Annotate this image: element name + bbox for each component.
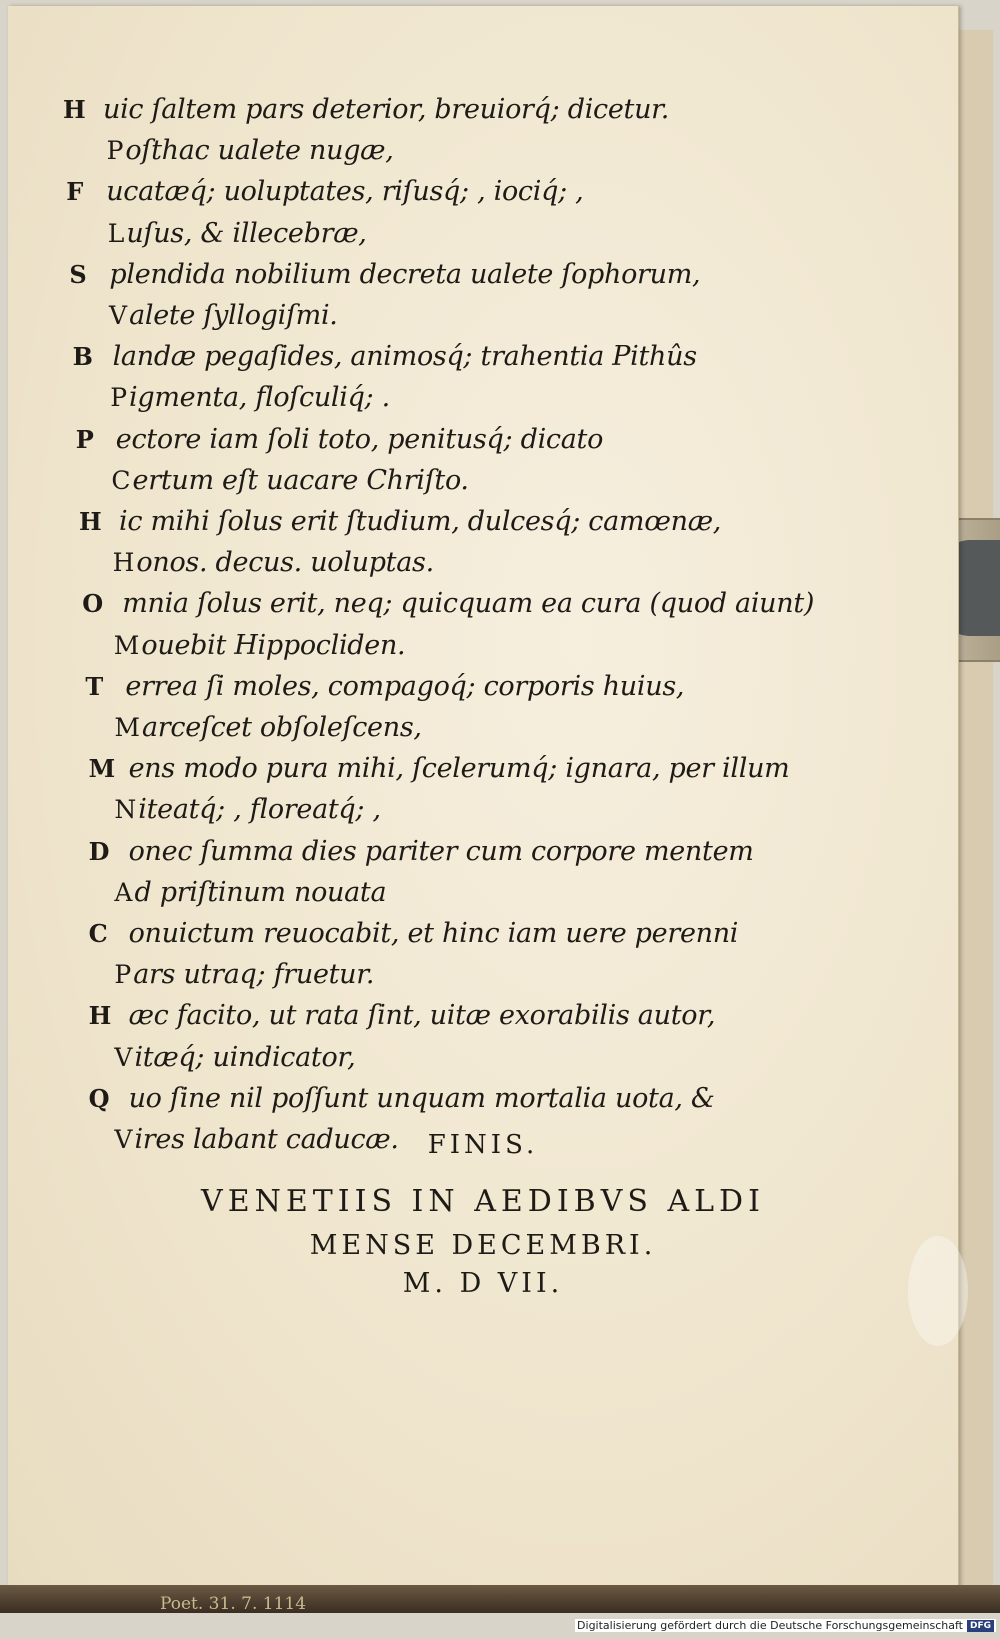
- verse-line: [89, 918, 739, 949]
- verse-text: plendida nobilium decreta ualete ſophorum,: [109, 258, 701, 290]
- colophon-month: MENSE DECEMBRI.: [309, 1230, 657, 1261]
- verse-line: [114, 1124, 398, 1155]
- verse-text: arceſcet obſoleſcens,: [142, 712, 422, 743]
- verse-initial: V: [109, 301, 128, 330]
- verse-text: ars utraq; fruetur.: [133, 959, 375, 991]
- verse-initial: P: [110, 383, 128, 413]
- verse-initial: M: [114, 713, 140, 742]
- verse-line: [89, 753, 790, 784]
- verse-initial: M: [88, 754, 116, 784]
- verse-text: errea ſi moles, compagoq́; corporis huius,: [125, 670, 685, 702]
- finis-label: FINIS.: [427, 1130, 539, 1160]
- verse-line: [76, 424, 603, 455]
- verse-initial: O: [82, 589, 104, 619]
- verse-line: [114, 630, 406, 661]
- verse-line: [107, 135, 394, 166]
- verse-text: ouebit Hippocliden.: [141, 629, 406, 661]
- verse-line: [89, 1000, 716, 1031]
- verse-text: æc facito, ut rata ſint, uitæ exorabilis autor,: [128, 1000, 716, 1032]
- verse-line: [114, 877, 386, 908]
- verse-text: ic mihi ſolus erit ſtudium, dulcesq́; camœnæ,: [119, 506, 722, 537]
- verse-line: [79, 506, 721, 537]
- verse-line: [114, 959, 374, 990]
- dfg-logo-icon: DFG: [967, 1620, 994, 1632]
- verse-initial: C: [88, 919, 108, 948]
- verse-text: ectore iam ſoli toto, penitusq́; dicato: [115, 423, 604, 455]
- colophon-year: M. D VII.: [402, 1268, 564, 1299]
- verse-initial: N: [114, 795, 137, 825]
- verse-initial: V: [114, 1125, 133, 1154]
- verse-text: itæq́; uindicator,: [134, 1041, 356, 1073]
- verse-text: ens modo pura mihi, ſcelerumq́; ignara, per illum: [128, 753, 790, 785]
- verse-text: d priſtinum nouata: [134, 876, 387, 908]
- verse-initial: T: [85, 671, 104, 701]
- verse-line: [110, 382, 390, 413]
- verse-initial: D: [88, 836, 110, 866]
- verse-line: [73, 341, 697, 372]
- verse-initial: A: [114, 877, 133, 907]
- verse-text: uic ſaltem pars deterior, breuiorq́; dicetur.: [103, 94, 670, 125]
- verse-initial: H: [112, 548, 135, 578]
- verse-line: [114, 712, 421, 743]
- colophon-printer: VENETIIS IN AEDIBVS ALDI: [201, 1184, 765, 1219]
- verse-line: [69, 259, 700, 290]
- footer-credit-text: Digitalisierung gefördert durch die Deutsche Forschungsgemeinschaft: [577, 1619, 963, 1632]
- verse-text: oſthac ualete nugæ,: [125, 135, 394, 167]
- verse-initial: M: [113, 630, 140, 660]
- verse-initial: H: [63, 95, 86, 124]
- verse-line: [114, 1042, 355, 1073]
- verse-line: [85, 671, 684, 702]
- verse-line: [108, 218, 367, 249]
- verse-initial: H: [88, 1001, 112, 1031]
- verse-line: [111, 465, 468, 496]
- book-binding-edge: [0, 1585, 1000, 1613]
- verse-text: ertum eſt uacare Chriſto.: [132, 464, 469, 496]
- verse-line: [113, 547, 434, 578]
- verse-line: [114, 794, 380, 825]
- verse-line: [66, 176, 583, 207]
- verse-text: onos. decus. uoluptas.: [136, 547, 434, 579]
- verse-initial: H: [79, 507, 102, 536]
- verse-text: ucatæq́; uoluptates, riſusq́; , iociq́; ,: [106, 176, 584, 208]
- verse-line: [82, 588, 814, 619]
- verse-text: onuictum reuocabit, et hinc iam uere perenni: [128, 918, 739, 949]
- verse-initial: Q: [88, 1083, 110, 1113]
- verse-initial: C: [111, 465, 131, 495]
- verse-initial: L: [107, 218, 125, 248]
- verse-text: igmenta, floſculiq́; .: [129, 382, 390, 414]
- verse-initial: B: [72, 342, 93, 372]
- verse-text: uſus, & illecebræ,: [126, 217, 367, 249]
- verse-text: ires labant caducæ.: [134, 1124, 399, 1155]
- shelfmark-label: Poet. 31. 7. 1114: [160, 1594, 307, 1614]
- verse-text: landæ pegaſides, animosq́; trahentia Pithûs: [112, 341, 697, 373]
- digitization-footer: [575, 1619, 996, 1632]
- verse-text: mnia ſolus erit, neq; quicquam ea cura (quod aiunt): [122, 588, 815, 620]
- verse-line: [89, 836, 754, 867]
- verse-initial: S: [69, 259, 87, 289]
- verse-line: [109, 300, 338, 331]
- book-page: [8, 6, 959, 1591]
- verse-text: iteatq́; , floreatq́; ,: [138, 794, 381, 826]
- verse-initial: V: [114, 1042, 133, 1072]
- verse-initial: F: [66, 177, 84, 207]
- verse-initial: P: [75, 424, 94, 454]
- verse-line: [63, 94, 669, 125]
- verse-initial: P: [106, 136, 124, 166]
- verse-text: alete ſyllogiſmi.: [129, 300, 338, 331]
- verse-text: uo ſine nil poſſunt unquam mortalia uota, &: [128, 1082, 715, 1114]
- verse-text: onec ſumma dies pariter cum corpore mentem: [128, 835, 754, 867]
- verse-initial: P: [114, 960, 132, 990]
- verse-line: [89, 1083, 715, 1114]
